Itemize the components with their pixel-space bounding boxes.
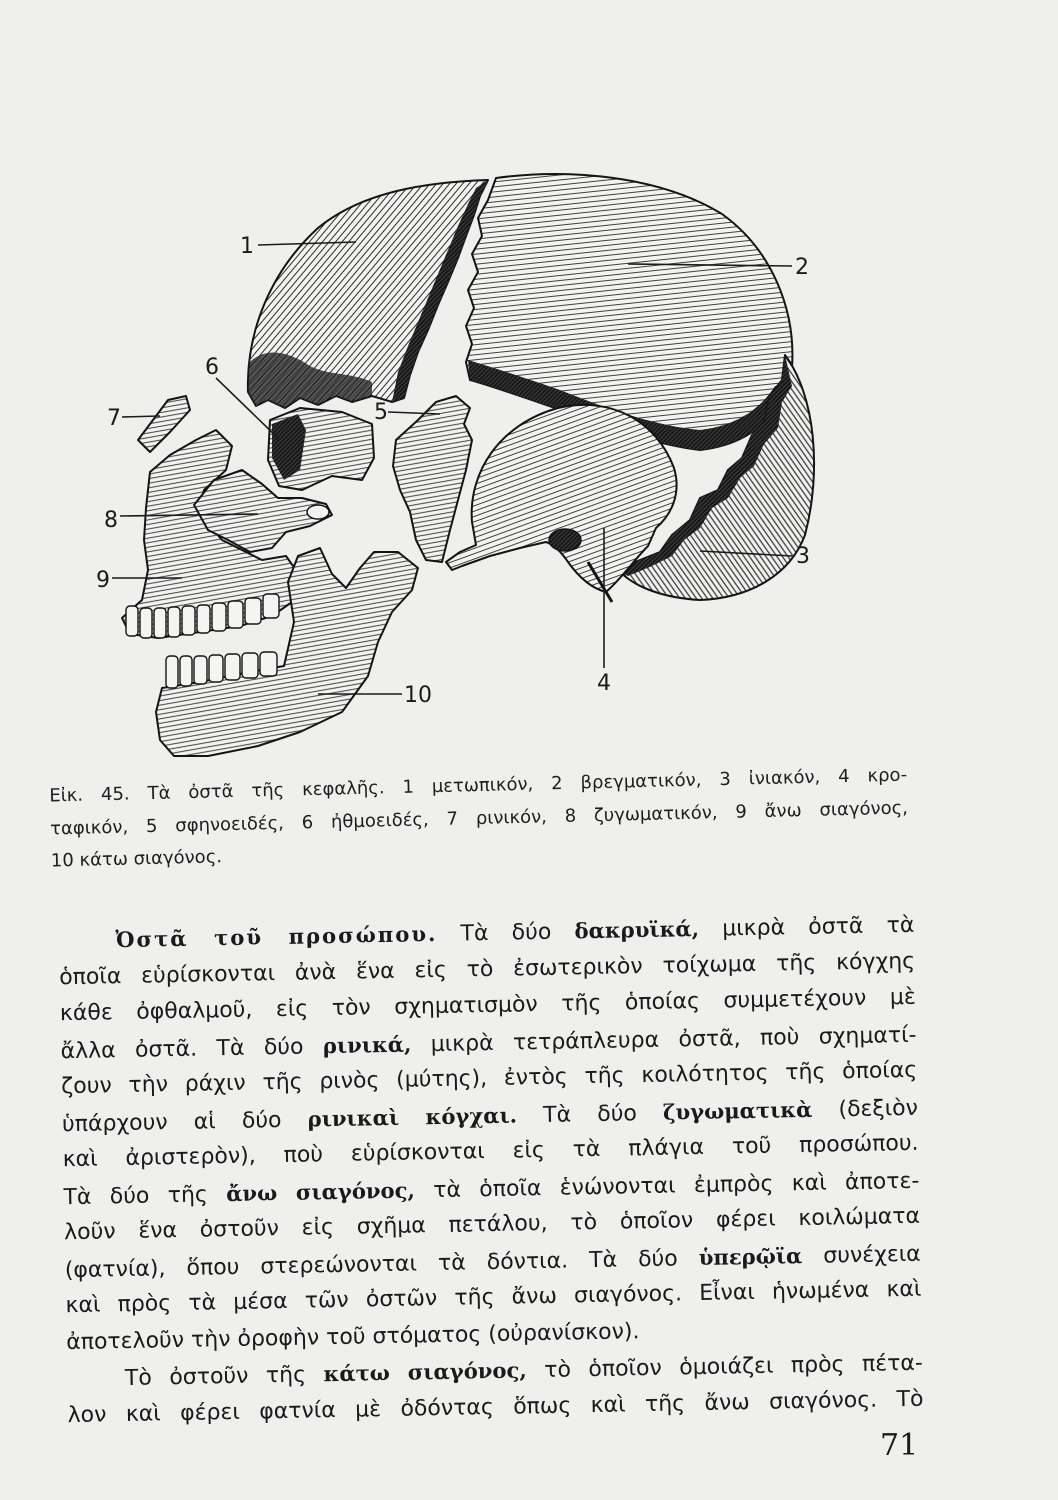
figure-label-5: 5	[374, 400, 388, 425]
text-run: μικρὰ τετράπλευρα ὀστᾶ, ποὺ σχηματί-	[411, 1022, 917, 1058]
text-run: κάθε ὀφθαλμοῦ, εἰς τὸν σχηματισμὸν τῆς ὁποίας συμμετέχουν μὲ	[59, 984, 916, 1027]
upper-tooth	[212, 603, 226, 631]
caption-line: 10 κάτω σιαγόνος.	[50, 846, 223, 872]
text-run: ὑπάρχουν αἱ δύο	[61, 1107, 308, 1137]
figure-label-7: 7	[107, 406, 121, 431]
text-run: καὶ ἀριστερὸν), ποὺ εὑρίσκονται εἰς τὰ πλάγια τοῦ προσώπου.	[62, 1130, 919, 1173]
figure-label-1: 1	[240, 234, 254, 259]
figure-label-2: 2	[795, 255, 809, 280]
text-run: ἀποτελοῦν τὴν ὀροφὴν τοῦ στόματος (οὐρανίσκον).	[65, 1318, 640, 1355]
text-run: ἄλλα ὀστᾶ. Τὰ δύο	[60, 1033, 324, 1064]
bold-term: ρινικά,	[322, 1031, 412, 1058]
nasal-bone	[138, 396, 190, 452]
text-run: Τὸ ὀστοῦν τῆς	[124, 1362, 324, 1392]
parietal-bone	[466, 174, 792, 450]
text-run: λον καὶ φέρει φατνία μὲ ὀδόντας ὅπως καὶ τῆς ἄνω σιαγόνος. Τὸ	[67, 1386, 924, 1428]
figure-label-6: 6	[205, 355, 219, 380]
bold-term: ὑπερῷϊα	[698, 1242, 803, 1270]
upper-tooth	[140, 608, 152, 638]
page-number: 71	[880, 1428, 919, 1463]
lower-tooth	[242, 653, 258, 678]
bold-term: ζυγωματικὰ	[662, 1096, 813, 1125]
lower-tooth	[180, 656, 192, 686]
lower-tooth	[166, 656, 178, 688]
figure-label-8: 8	[104, 508, 118, 533]
upper-tooth	[168, 607, 180, 637]
sphenoid-bone	[393, 396, 472, 562]
figure-label-9: 9	[96, 568, 110, 593]
text-run: λοῦν ἕνα ὀστοῦν εἰς σχῆμα πετάλου, τὸ ὁποῖον φέρει κοιλώματα	[63, 1203, 921, 1246]
lower-tooth	[209, 655, 223, 682]
text-run: Τὰ δύο	[437, 919, 575, 947]
lower-tooth	[260, 652, 277, 676]
bold-term: δακρυϊκά,	[574, 915, 700, 944]
lower-tooth	[225, 654, 240, 680]
upper-tooth	[182, 606, 195, 635]
bold-term: ρινικαὶ κόγχαι.	[307, 1101, 518, 1132]
figure-label-10: 10	[404, 683, 432, 708]
frontal-bone	[248, 180, 488, 408]
bold-term: κάτω σιαγόνος,	[323, 1357, 527, 1387]
section-heading: Ὀστᾶ τοῦ προσώπου.	[115, 920, 438, 953]
figure-label-3: 3	[796, 544, 810, 569]
upper-tooth	[154, 608, 166, 638]
lower-tooth	[194, 656, 207, 684]
text-run: ζουν τὴν ράχιν τῆς ρινὸς (μύτης), ἐντὸς τῆς κοιλότητος τῆς ὁποίας	[61, 1057, 918, 1100]
upper-tooth	[228, 601, 243, 628]
zygomatic-process-tip	[307, 505, 329, 519]
upper-tooth	[245, 598, 261, 624]
upper-tooth	[263, 594, 279, 618]
text-run: τὰ ὁποῖα ἑνώνονται ἐμπρὸς καὶ ἀποτε-	[414, 1168, 920, 1203]
bold-term: ἄνω σιαγόνος,	[225, 1176, 416, 1206]
text-run: (δεξιὸν	[812, 1095, 919, 1123]
ethmoid-bone	[268, 408, 374, 490]
text-run: καὶ πρὸς τὰ μέσα τῶν ὀστῶν τῆς ἄνω σιαγόνος. Εἶναι ἡνωμένα καὶ	[65, 1276, 922, 1319]
text-run: τὸ ὁποῖον ὁμοιάζει πρὸς πέτα-	[526, 1350, 924, 1384]
caption-line: ταφικόν, 5 σφηνοειδές, 6 ἠθμοειδές, 7 ρινικόν, 8 ζυγωματικόν, 9 ἄνω σιαγόνος,	[49, 797, 909, 839]
body-text	[58, 907, 924, 1434]
upper-tooth	[126, 606, 138, 636]
leader-line-7	[122, 416, 160, 417]
text-run: μικρὰ ὀστᾶ τὰ	[698, 912, 915, 942]
text-run: Τὰ δύο	[516, 1100, 664, 1128]
text-run: (φατνία), ὅπου στερεώνονται τὰ δόντια. Τὰ δύο	[64, 1245, 699, 1283]
text-run: Τὰ δύο τῆς	[63, 1181, 227, 1210]
upper-tooth	[197, 605, 210, 633]
caption-line: Εἰκ. 45. Τὰ ὀστᾶ τῆς κεφαλῆς. 1 μετωπικόν, 2 βρεγματικόν, 3 ἰνιακόν, 4 κρο-	[49, 764, 908, 807]
text-run: ὁποῖα εὑρίσκονται ἀνὰ ἕνα εἰς τὸ ἐσωτερικὸν τοίχωμα τῆς κόγχης	[58, 948, 916, 990]
ear-canal	[549, 529, 581, 551]
text-run: συνέχεια	[802, 1241, 921, 1269]
figure-caption	[49, 760, 909, 878]
figure-label-4: 4	[597, 671, 611, 696]
